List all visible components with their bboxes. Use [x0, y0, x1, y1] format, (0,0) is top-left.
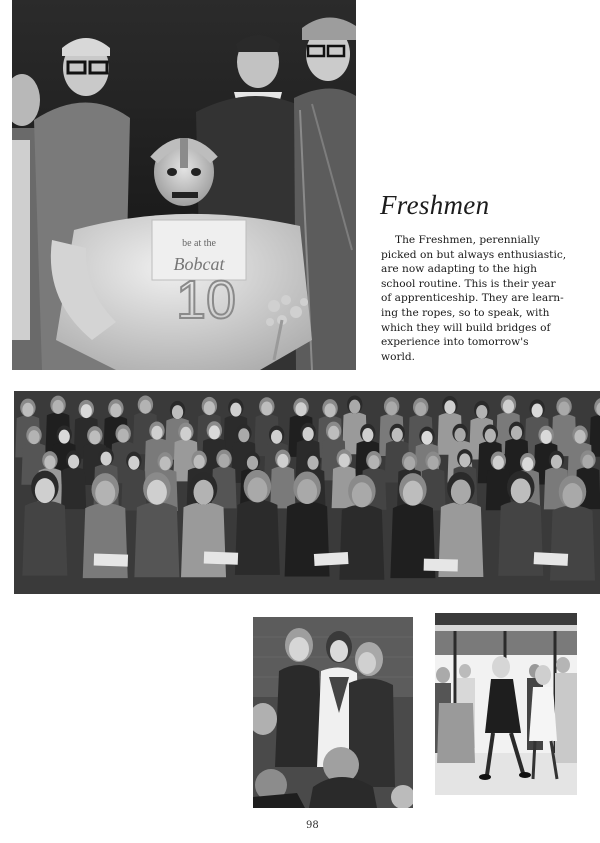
caption-line: are now adapting to the high: [381, 263, 537, 276]
caption-line: of apprenticeship. They are learn-: [381, 292, 564, 305]
mascot-jersey-number: 10: [175, 270, 237, 330]
caption-paragraph: [381, 233, 593, 364]
caption-line: ing the ropes, so to speak, with: [381, 306, 550, 319]
photo-girls-talking: [253, 617, 413, 808]
mascot-sign-text-bobcat: Bobcat: [173, 254, 225, 274]
page-number: 98: [306, 820, 319, 831]
caption-line: experience into tomorrow's: [381, 336, 529, 349]
photo-students-walking: [435, 613, 577, 795]
caption-line: The Freshmen, perennially: [395, 234, 540, 246]
caption-line: school routine. This is their year: [381, 277, 556, 290]
caption-line: picked on but always enthusiastic,: [381, 248, 567, 261]
photo-students-with-mascot: [12, 0, 356, 370]
photo-freshmen-crowd: [14, 391, 600, 594]
caption-line: which they will build bridges of: [381, 321, 551, 334]
mascot-sign-text-top: be at the: [182, 238, 216, 249]
caption-line: world.: [381, 350, 416, 363]
page-headline: Freshmen: [380, 190, 490, 220]
